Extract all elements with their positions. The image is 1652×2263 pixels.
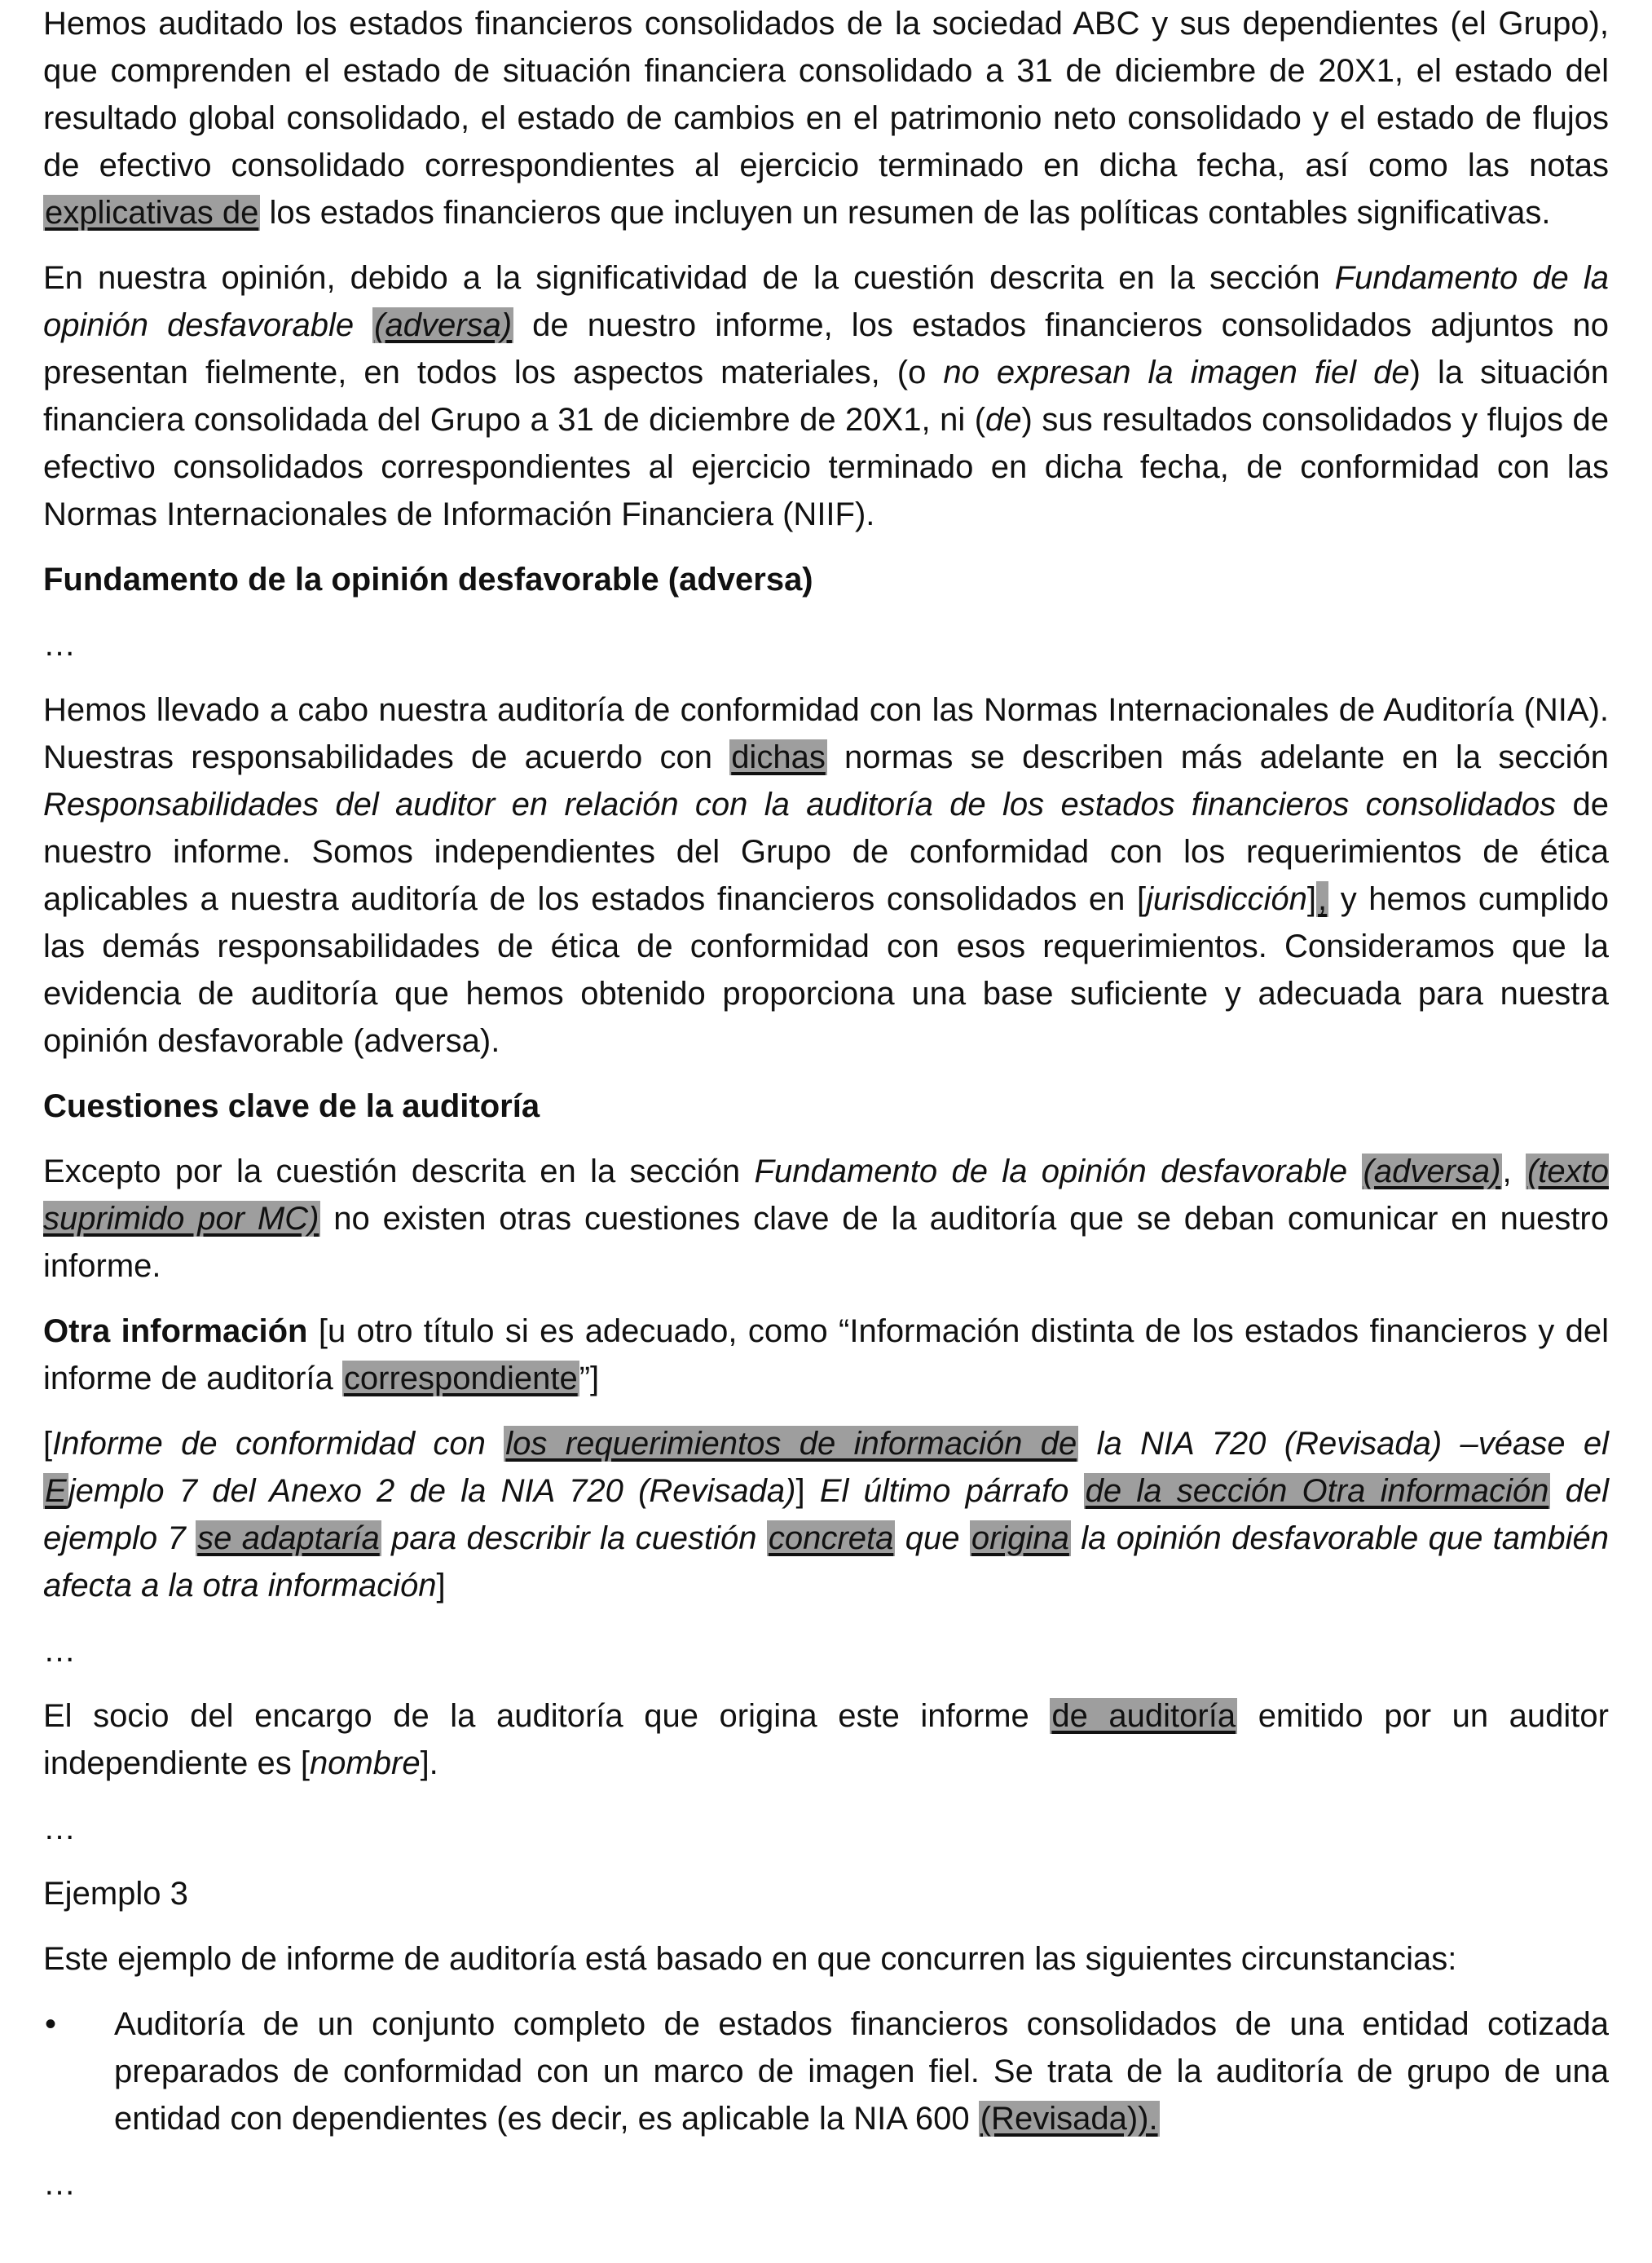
text: de nuestro informe, los estados financieros consolidados adjuntos no presentan fielmente, en todos los aspectos materiales, (o [43, 307, 1609, 390]
text: En nuestra opinión, debido a la significatividad de la cuestión descrita en la sección [43, 260, 1335, 296]
text: Excepto por la cuestión descrita en la sección [43, 1154, 755, 1189]
italic-text: la NIA 720 (Revisada) –véase el [1078, 1426, 1609, 1462]
ellipsis: … [43, 2166, 77, 2202]
highlight: correspondiente [343, 1361, 578, 1396]
text: ) la situación financiera consolidada del Grupo a 31 de diciembre de 20X1, ni ( [43, 355, 1609, 438]
paragraph-scope [43, 0, 1609, 236]
text: ]. [420, 1745, 438, 1781]
text: de nuestro informe. Somos independientes del Grupo de conformidad con los requerimientos de ética aplicables a nuestra auditoría de los estados financieros consolidados en [ [43, 787, 1609, 917]
highlight: explicativas de [45, 195, 259, 231]
list-item [43, 2001, 1609, 2142]
italic-text: del ejemplo 7 [43, 1473, 1609, 1556]
paragraph-opinion [43, 254, 1609, 538]
highlight: se adaptaría [197, 1520, 380, 1556]
text: no existen otras cuestiones clave de la auditoría que se deban comunicar en nuestro informe. [43, 1201, 1609, 1284]
text: El socio del encargo de la auditoría que origina este informe [43, 1698, 1051, 1734]
italic-text: que [895, 1520, 970, 1556]
italic-text: Responsabilidades del auditor en relación con la auditoría de los estados financieros consolidados [43, 787, 1557, 823]
italic-text: nombre [309, 1745, 421, 1781]
paragraph-partner [43, 1692, 1609, 1787]
italic-text: jurisdicción [1146, 881, 1307, 917]
text: Hemos auditado los estados financieros consolidados de la sociedad ABC y sus dependientes (el Grupo), que comprenden el estado de situación financiera consolidado a 31 de diciembre de 20X1, el estado del resultado global consolidado, el estado de cambios en el patrimonio neto consolidado y el estado de flujos de efectivo consolidado correspondientes al ejercicio terminado en dicha fecha, así como las notas [43, 6, 1609, 183]
italic-text: jemplo 7 del Anexo 2 de la NIA 720 (Revisada) [68, 1473, 796, 1509]
text: ] [436, 1568, 446, 1604]
highlight: , [1318, 881, 1328, 917]
text [354, 307, 372, 343]
ellipsis: … [43, 1633, 77, 1669]
text: , [1502, 1154, 1526, 1189]
italic-text: Fundamento de la opinión desfavorable [754, 1154, 1348, 1189]
paragraph-key-matters [43, 1148, 1609, 1290]
heading-key-matters: Cuestiones clave de la auditoría [43, 1088, 540, 1124]
bullet-icon: • [45, 2006, 57, 2042]
paragraph-example-intro: Este ejemplo de informe de auditoría está basado en que concurren las siguientes circunstancias: [43, 1941, 1457, 1977]
paragraph-other-info-title [43, 1308, 1609, 1402]
highlight: de auditoría [1051, 1698, 1236, 1734]
italic-text: para describir la cuestión [381, 1520, 767, 1556]
highlight: E [45, 1473, 67, 1509]
highlight: (texto suprimido por MC) [43, 1154, 1609, 1237]
example-title: Ejemplo 3 [43, 1876, 188, 1912]
italic-text: Fundamento de la opinión desfavorable [43, 260, 1609, 343]
list-item-text [114, 2001, 1609, 2142]
highlight: concreta [768, 1520, 894, 1556]
text: ] [795, 1473, 820, 1509]
highlight: los requerimientos de información de [505, 1426, 1077, 1462]
highlight: origina [971, 1520, 1069, 1556]
ellipsis: … [43, 627, 77, 663]
paragraph-basis [43, 686, 1609, 1065]
text: [ [43, 1426, 53, 1462]
highlight: de la sección Otra información [1085, 1473, 1549, 1509]
text: emitido por un auditor independiente es [ [43, 1698, 1609, 1781]
italic-text: El último párrafo [819, 1473, 1084, 1509]
italic-text: de [985, 402, 1022, 438]
italic-text: no expresan la imagen fiel de [943, 355, 1410, 390]
heading-basis: Fundamento de la opinión desfavorable (adversa) [43, 562, 813, 598]
text: ”] [579, 1361, 600, 1396]
highlight: (adversa) [374, 307, 513, 343]
text: Auditoría de un conjunto completo de estados financieros consolidados de una entidad cotizada preparados de conformidad con un marco de imagen fiel. Se trata de la auditoría de grupo de una entidad con dependientes (es decir, es aplicable la NIA 600 [114, 2006, 1609, 2137]
italic-text: Informe de conformidad con [52, 1426, 504, 1462]
text: ] [1306, 881, 1317, 917]
text: y hemos cumplido las demás responsabilidades de ética de conformidad con esos requerimientos. Consideramos que la evidencia de auditoría que hemos obtenido proporciona una base suficiente y adecuada para nuestra opinión desfavorable (adversa). [43, 881, 1609, 1059]
text: los estados financieros que incluyen un resumen de las políticas contables significativas. [260, 195, 1551, 231]
paragraph-other-info [43, 1420, 1609, 1609]
text: [u otro título si es adecuado, como “Información distinta de los estados financieros y del informe de auditoría [43, 1313, 1609, 1396]
text: Hemos llevado a cabo nuestra auditoría de conformidad con las Normas Internacionales de Auditoría (NIA). Nuestras responsabilidades de acuerdo con [43, 692, 1609, 775]
text: normas se describen más adelante en la sección [826, 739, 1609, 775]
italic-text: la opinión desfavorable que también afecta a la otra información [43, 1520, 1609, 1604]
text: ) sus resultados consolidados y flujos de efectivo consolidados correspondientes al ejercicio terminado en dicha fecha, de conformidad con las Normas Internacionales de Información Financiera (NIIF). [43, 402, 1609, 532]
text [1347, 1154, 1361, 1189]
bold-text: Otra información [43, 1313, 308, 1349]
highlight: (adversa) [1363, 1154, 1501, 1189]
ellipsis: … [43, 1811, 77, 1846]
highlight: dichas [731, 739, 826, 775]
highlight: (Revisada)). [980, 2101, 1158, 2137]
